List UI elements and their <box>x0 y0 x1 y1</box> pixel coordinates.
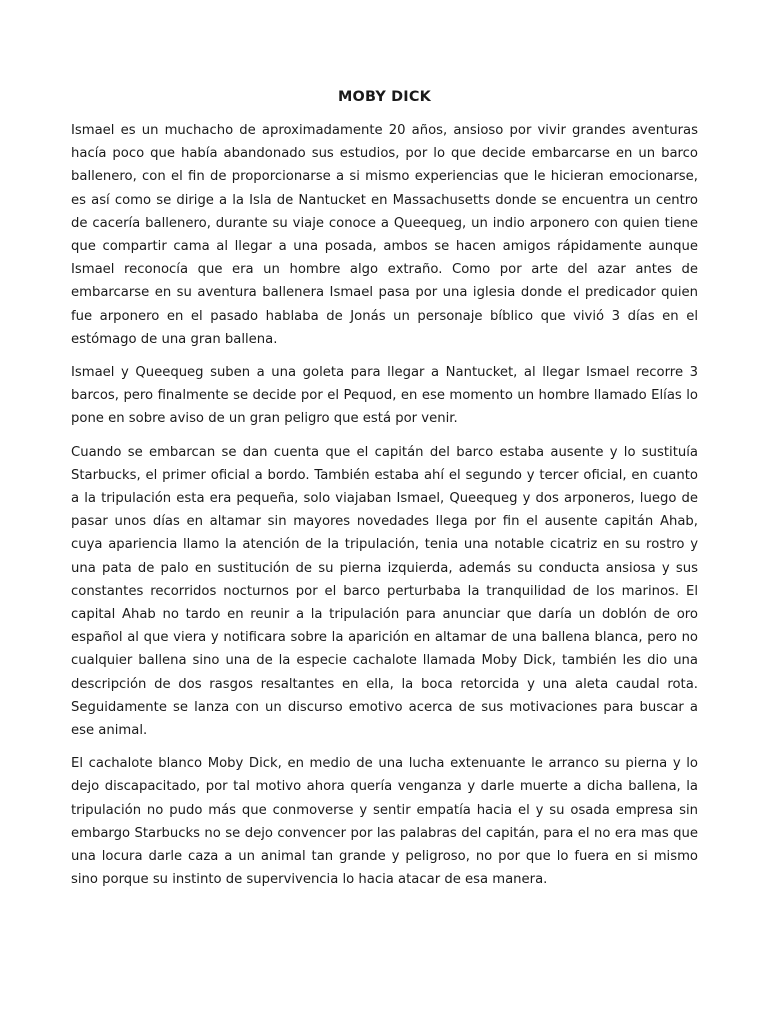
paragraph: Ismael y Queequeg suben a una goleta para llegar a Nantucket, al llegar Ismael recorre 3 barcos, pero finalmente se decide por el Pequod, en ese momento un hombre llamado Elías lo pone en sobre aviso de un gran peligro que está por venir. <box>71 365 698 427</box>
paragraph: Cuando se embarcan se dan cuenta que el capitán del barco estaba ausente y lo sustituía Starbucks, el primer oficial a bordo. También estaba ahí el segundo y tercer oficial, en cuanto a la tripulación esta era pequeña, solo viajaban Ismael, Queequeg y dos arponeros, luego de pasar unos días en altamar sin mayores novedades llega por fin el ausente capitán Ahab, cuya apariencia llamo la atención de la tripulación, tenia una notable cicatriz en su rostro y una pata de palo en sustitución de su pierna izquierda, además su conducta ansiosa y sus constantes recorridos nocturnos por el barco perturbaba la tranquilidad de los marinos. El capital Ahab no tardo en reunir a la tripulación para anunciar que daría un doblón de oro español al que viera y notificara sobre la aparición en altamar de una ballena blanca, pero no cualquier ballena sino una de la especie cachalote llamada Moby Dick, también les dio una descripción de dos rasgos resaltantes en ella, la boca retorcida y una aleta caudal rota. Seguidamente se lanza con un discurso emotivo acerca de sus motivaciones para buscar a ese animal. <box>71 444 698 739</box>
document-body <box>71 87 698 902</box>
paragraph: El cachalote blanco Moby Dick, en medio de una lucha extenuante le arranco su pierna y lo dejo discapacitado, por tal motivo ahora quería venganza y darle muerte a dicha ballena, la tripulación no pudo más que conmoverse y sentir empatía hacia el y su osada empresa sin embargo Starbucks no se dejo convencer por las palabras del capitán, para el no era mas que una locura darle caza a un animal tan grande y peligroso, no por que lo fuera en si mismo sino porque su instinto de supervivencia lo hacia atacar de esa manera. <box>71 756 698 888</box>
document-title: MOBY DICK <box>338 89 431 105</box>
paragraph: Ismael es un muchacho de aproximadamente 20 años, ansioso por vivir grandes aventuras hacía poco que había abandonado sus estudios, por lo que decide embarcarse en un barco ballenero, con el fin de proporcionarse a si mismo experiencias que le hicieran emocionarse, es así como se dirige a la Isla de Nantucket en Massachusetts donde se encuentra un centro de cacería ballenero, durante su viaje conoce a Queequeg, un indio arponero con quien tiene que compartir cama al llegar a una posada, ambos se hacen amigos rápidamente aunque Ismael reconocía que era un hombre algo extraño. Como por arte del azar antes de embarcarse en su aventura ballenera Ismael pasa por una iglesia donde el predicador quien fue arponero en el pasado hablaba de Jonás un personaje bíblico que vivió 3 días en el estómago de una gran ballena. <box>71 123 698 347</box>
